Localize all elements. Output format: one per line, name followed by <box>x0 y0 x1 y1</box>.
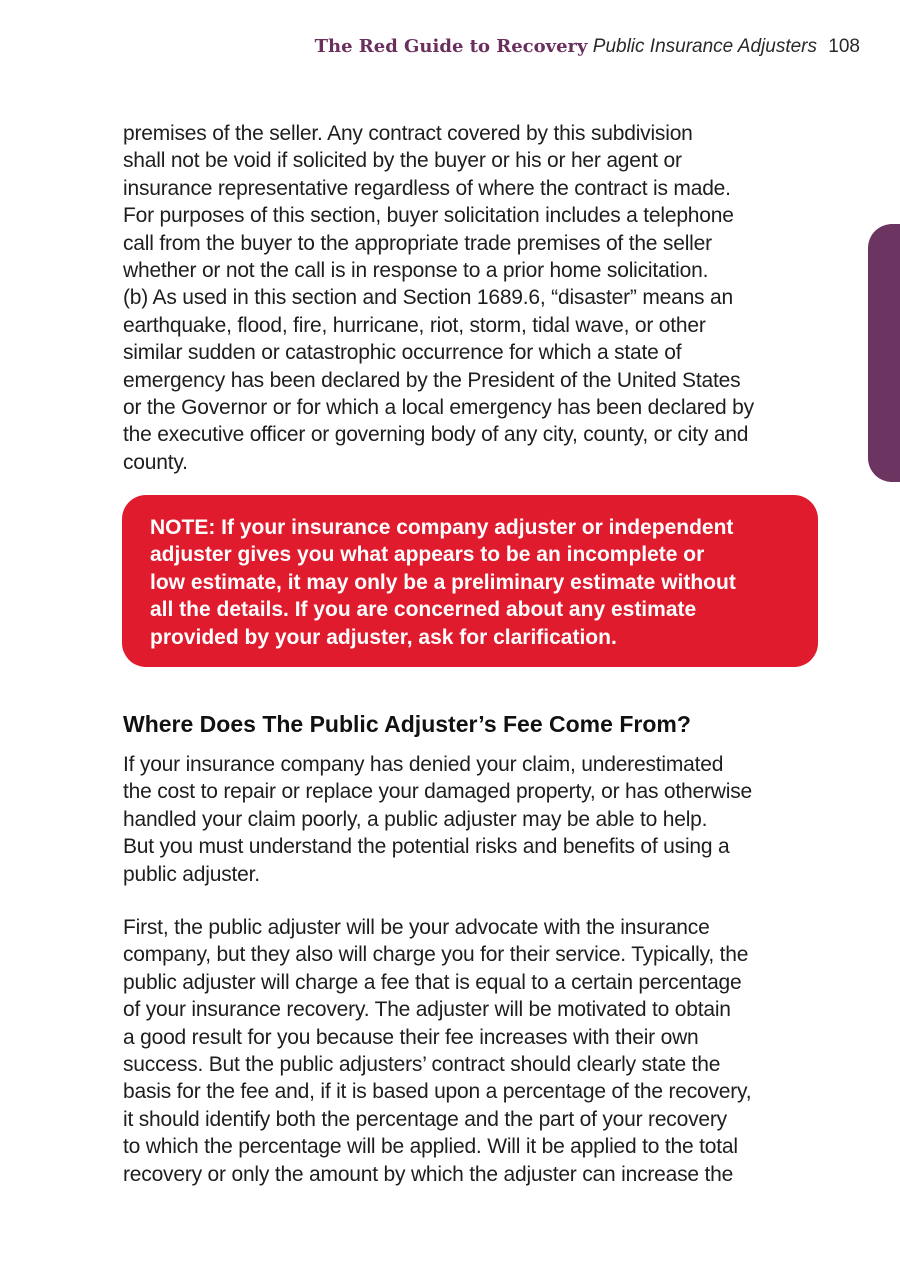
text-line: the executive officer or governing body of any city, county, or city and <box>123 423 749 447</box>
text-line: recovery or only the amount by which the adjuster can increase the <box>123 1162 734 1186</box>
paragraph-statute <box>123 120 823 476</box>
text-line: premises of the seller. Any contract covered by this subdivision <box>123 122 693 145</box>
note-callout <box>122 495 818 667</box>
running-header <box>315 36 860 58</box>
text-line: But you must understand the potential risks and benefits of using a <box>123 835 730 859</box>
page-number: 108 <box>828 36 860 57</box>
text-line: If your insurance company has denied your claim, underestimated <box>123 753 724 776</box>
text-line: adjuster gives you what appears to be an incomplete or <box>150 543 705 567</box>
text-line: similar sudden or catastrophic occurrence for which a state of <box>123 341 682 365</box>
section-title: Public Insurance Adjusters <box>592 36 818 57</box>
text-line: basis for the fee and, if it is based upon a percentage of the recovery, <box>123 1080 752 1104</box>
chapter-tab-marker <box>868 224 900 482</box>
text-line: all the details. If you are concerned about any estimate <box>150 598 697 622</box>
text-line: public adjuster. <box>123 862 260 886</box>
text-line: First, the public adjuster will be your advocate with the insurance <box>123 916 710 939</box>
text-line: For purposes of this section, buyer solicitation includes a telephone <box>123 204 734 228</box>
text-line: whether or not the call is in response to a prior home solicitation. <box>123 259 709 283</box>
text-line: county. <box>123 450 188 474</box>
book-title: The Red Guide to Recovery <box>314 36 588 57</box>
text-line: it should identify both the percentage and the part of your recovery <box>123 1107 727 1131</box>
paragraph-intro <box>123 751 823 888</box>
text-line: company, but they also will charge you for their service. Typically, the <box>123 943 749 967</box>
text-line: handled your claim poorly, a public adjuster may be able to help. <box>123 807 708 831</box>
text-line: of your insurance recovery. The adjuster will be motivated to obtain <box>123 998 731 1022</box>
text-line: call from the buyer to the appropriate trade premises of the seller <box>123 231 712 255</box>
text-line: a good result for you because their fee increases with their own <box>123 1025 699 1049</box>
text-line: shall not be void if solicited by the buyer or his or her agent or <box>123 149 682 173</box>
text-line: or the Governor or for which a local emergency has been declared by <box>123 396 754 420</box>
text-line: provided by your adjuster, ask for clarification. <box>150 625 617 649</box>
text-line: NOTE: If your insurance company adjuster or independent <box>150 516 734 539</box>
text-line: to which the percentage will be applied. Will it be applied to the total <box>123 1135 738 1159</box>
text-line: earthquake, flood, fire, hurricane, riot, storm, tidal wave, or other <box>123 313 706 337</box>
text-line: the cost to repair or replace your damaged property, or has otherwise <box>123 780 752 804</box>
paragraph-fee <box>123 914 823 1188</box>
text-line: emergency has been declared by the President of the United States <box>123 368 741 392</box>
text-line: success. But the public adjusters’ contract should clearly state the <box>123 1053 721 1077</box>
text-line: public adjuster will charge a fee that is equal to a certain percentage <box>123 970 742 994</box>
text-line: insurance representative regardless of where the contract is made. <box>123 176 731 200</box>
section-heading: Where Does The Public Adjuster’s Fee Come From? <box>123 711 691 737</box>
text-line: (b) As used in this section and Section 1689.6, “disaster” means an <box>123 286 733 310</box>
text-line: low estimate, it may only be a preliminary estimate without <box>150 570 736 594</box>
